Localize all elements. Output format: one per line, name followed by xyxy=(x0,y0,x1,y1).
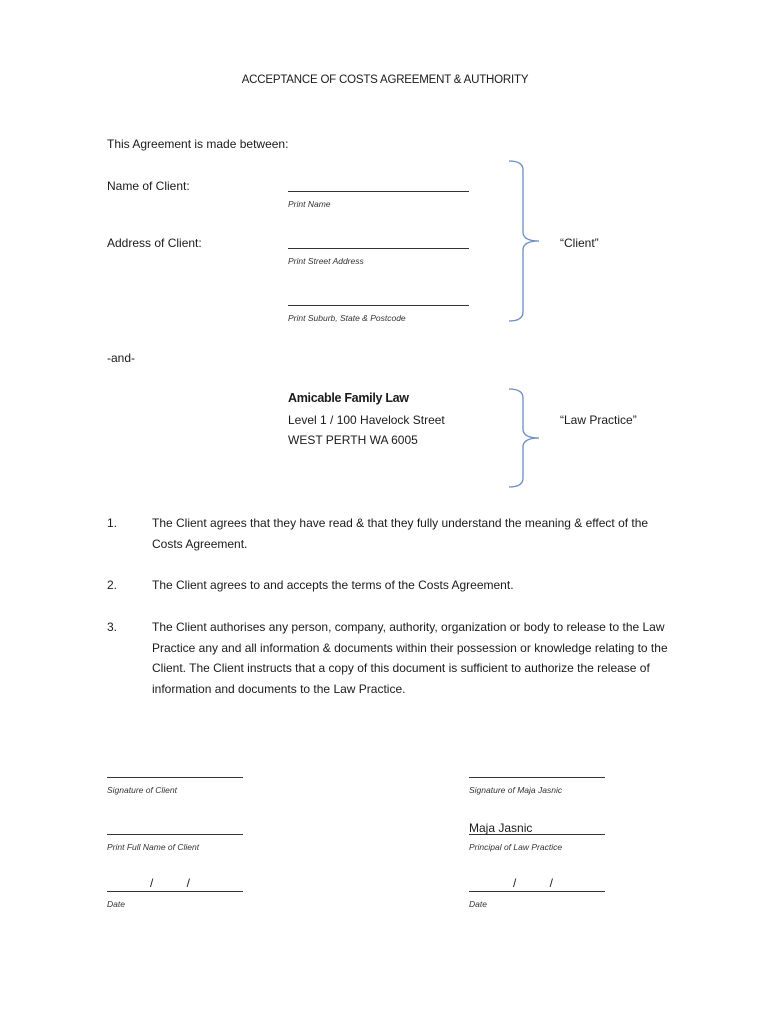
client-date-caption: Date xyxy=(107,899,125,909)
firm-name: Amicable Family Law xyxy=(288,391,409,405)
client-street-line[interactable] xyxy=(288,248,469,249)
document-title: ACCEPTANCE OF COSTS AGREEMENT & AUTHORITY xyxy=(241,74,529,86)
law-practice-brace-icon xyxy=(505,386,550,490)
client-full-name-line[interactable] xyxy=(107,834,243,835)
client-suburb-line[interactable] xyxy=(288,305,469,306)
client-name-line[interactable] xyxy=(288,191,469,192)
practice-date-slashes: / / xyxy=(513,876,554,890)
law-practice-party-label: “Law Practice” xyxy=(560,413,637,427)
clause-1-number: 1. xyxy=(107,516,118,530)
firm-address-line1: Level 1 / 100 Havelock Street xyxy=(288,413,445,427)
client-suburb-caption: Print Suburb, State & Postcode xyxy=(288,313,406,323)
client-party-label: “Client” xyxy=(560,236,599,250)
practice-signature-caption: Signature of Maja Jasnic xyxy=(469,785,563,795)
practice-date-caption: Date xyxy=(469,899,487,909)
client-name-label: Name of Client: xyxy=(107,179,190,193)
client-brace-icon xyxy=(505,158,550,324)
client-street-caption: Print Street Address xyxy=(288,256,364,266)
client-signature-caption: Signature of Client xyxy=(107,785,177,795)
practice-date-line[interactable] xyxy=(469,891,605,892)
practice-name: Maja Jasnic xyxy=(469,821,533,835)
clause-3-number: 3. xyxy=(107,620,118,634)
and-separator: -and- xyxy=(107,351,136,365)
practice-signature-line[interactable] xyxy=(469,777,605,778)
client-address-label: Address of Client: xyxy=(107,236,202,250)
client-full-name-caption: Print Full Name of Client xyxy=(107,842,200,852)
clause-1-text: The Client agrees that they have read & that they fully understand the meaning & effect of the Costs Agreement. xyxy=(152,516,649,551)
clause-2-text: The Client agrees to and accepts the terms of the Costs Agreement. xyxy=(152,578,514,592)
practice-name-line xyxy=(469,834,605,835)
intro-text: This Agreement is made between: xyxy=(107,137,289,151)
client-signature-line[interactable] xyxy=(107,777,243,778)
practice-role-caption: Principal of Law Practice xyxy=(469,842,563,852)
client-name-caption: Print Name xyxy=(288,199,331,209)
clause-2-number: 2. xyxy=(107,578,118,592)
firm-address-line2: WEST PERTH WA 6005 xyxy=(288,433,418,447)
client-date-slashes: / / xyxy=(150,876,191,890)
clause-3-text: The Client authorises any person, company, authority, organization or body to release to the Law Practice any and all information & documents within their possession or knowledge relating to the Client. The Client instructs that a copy of this document is sufficient to authorize the release of information and documents to the Law Practice. xyxy=(152,620,668,697)
client-date-line[interactable] xyxy=(107,891,243,892)
